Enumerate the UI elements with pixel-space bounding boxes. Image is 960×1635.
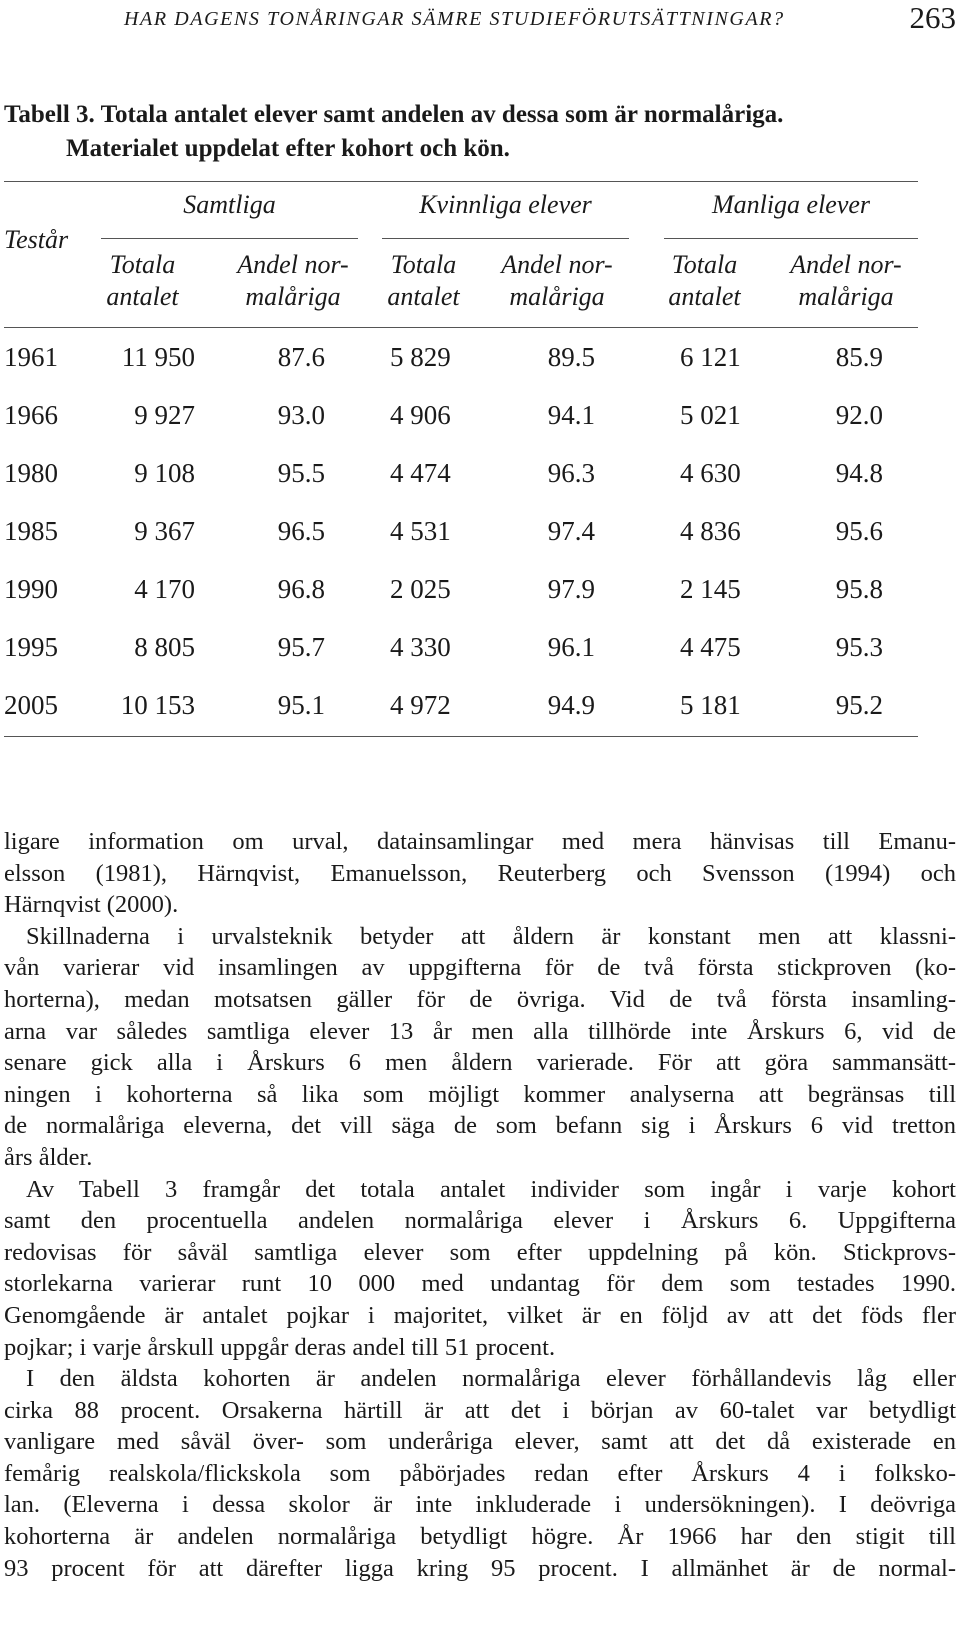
body-line: femårig realskola/flickskola som påbörjades redan efter Årskurs 4 i folksko- [4,1459,956,1487]
body-line: pojkar; i varje årskull uppgår deras andel till 51 procent. [4,1333,556,1361]
cell-samtliga-totala: 11 950 [121,342,195,372]
body-line: storlekarna varierar runt 10 000 med undantag för dem som testades 1990. [4,1270,956,1298]
sub-header-line: Totala [109,250,176,279]
cell-manliga-andel: 92.0 [835,400,883,430]
body-line: cirka 88 procent. Orsakerna härtill är att det i början av 60-talet var betydligt [4,1396,956,1424]
sub-header-line: Andel nor- [501,250,613,279]
body-line: ligare information om urval, datainsamlingar med mera hänvisas till Emanu- [4,828,956,855]
cell-year: 1985 [4,516,58,546]
group-header-manliga: Manliga elever [711,190,871,219]
cell-samtliga-totala: 10 153 [120,690,195,720]
group-rule-kvinnliga [382,238,629,239]
group-rule-manliga [664,238,918,239]
sub-header-line: antalet [106,282,179,311]
body-line: elsson (1981), Härnqvist, Emanuelsson, Reuterberg och Svensson (1994) och [4,859,956,887]
body-text [4,826,956,1584]
cell-manliga-totala: 2 145 [680,574,741,604]
cell-manliga-totala: 4 836 [680,516,741,546]
body-line: Genomgående är antalet pojkar i majoritet, vilket är en följd av att det föds fler [4,1301,956,1329]
cell-kvinnliga-totala: 4 906 [390,400,451,430]
sub-header-manliga-totala [657,249,752,313]
body-line: vån varierar vid insamlingen av uppgifterna för de två första stickproven (ko- [4,954,956,982]
group-header-samtliga: Samtliga [183,190,276,219]
cell-manliga-andel: 85.9 [835,342,883,372]
cell-kvinnliga-totala: 4 330 [390,632,451,662]
table-bottom-rule [4,736,918,737]
cell-kvinnliga-totala: 4 474 [390,458,451,488]
group-rule-samtliga [101,238,358,239]
sub-header-samtliga-totala [95,249,190,313]
sub-header-line: Totala [671,250,738,279]
caption-line-2: Materialet uppdelat efter kohort och kön. [66,135,510,162]
header-bottom-rule [4,327,918,328]
cell-year: 1990 [4,574,58,604]
running-head [0,0,960,40]
cell-manliga-totala: 5 021 [680,400,741,430]
sub-header-line: malåriga [798,282,894,311]
body-line: de normalåriga eleverna, det vill säga de som befann sig i Årskurs 6 vid tretton [4,1112,956,1140]
sub-header-kvinnliga-totala [376,249,471,313]
cell-samtliga-totala: 9 367 [134,516,195,546]
cell-samtliga-andel: 95.7 [277,632,325,662]
cell-manliga-andel: 95.2 [835,690,883,720]
body-line: års ålder. [4,1143,93,1171]
cell-manliga-andel: 95.6 [835,516,883,546]
sub-header-kvinnliga-andel [487,249,627,313]
body-line: horterna), medan motsatsen gäller för de övriga. Vid de två första insamling- [4,985,956,1013]
cell-samtliga-totala: 8 805 [134,632,195,662]
cell-year: 1980 [4,458,58,488]
cell-year: 1961 [4,342,58,372]
body-line: redovisas för såväl samtliga elever som efter uppdelning på kön. Stickprovs- [4,1238,956,1266]
body-line: vanligare med såväl över- som underåriga elever, samt att det då existerade en [4,1428,956,1456]
year-column-header: Testår [4,225,69,254]
cell-manliga-totala: 4 475 [680,632,741,662]
table-caption [4,98,944,166]
body-line: kohorterna är andelen normalåriga betydligt högre. År 1966 har den stigit till [4,1523,956,1551]
cell-year: 2005 [4,690,58,720]
body-line: 93 procent för att därefter ligga kring 95 procent. I allmänhet är de normal- [4,1554,956,1582]
cell-manliga-totala: 4 630 [680,458,741,488]
table-top-rule [4,181,918,182]
caption-line-1: Tabell 3. Totala antalet elever samt andelen av dessa som är normalåriga. [4,101,784,128]
cell-samtliga-andel: 95.5 [277,458,325,488]
sub-header-manliga-andel [776,249,916,313]
cell-kvinnliga-andel: 96.1 [547,632,595,662]
cell-manliga-totala: 6 121 [680,342,741,372]
body-line: lan. (Eleverna i dessa skolor är inte inkluderade i undersökningen). I deövriga [4,1491,956,1519]
cell-samtliga-totala: 4 170 [134,574,195,604]
sub-header-line: Andel nor- [237,250,349,279]
body-line: arna var således samtliga elever 13 år men alla tillhörde inte Årskurs 6, vid de [4,1017,956,1045]
cell-kvinnliga-totala: 2 025 [390,574,451,604]
cell-samtliga-andel: 93.0 [277,400,325,430]
cell-manliga-totala: 5 181 [680,690,741,720]
cell-samtliga-andel: 87.6 [277,342,325,372]
sub-header-line: malåriga [509,282,605,311]
sub-header-line: Andel nor- [790,250,902,279]
cell-samtliga-andel: 96.8 [277,574,325,604]
cell-manliga-andel: 95.8 [835,574,883,604]
page-number: 263 [909,0,956,35]
cell-year: 1966 [4,400,58,430]
body-line: samt den procentuella andelen normalåriga elever i Årskurs 6. Uppgifterna [4,1207,956,1235]
body-line: Av Tabell 3 framgår det totala antalet individer som ingår i varje kohort [26,1175,956,1203]
body-line: ningen i kohorterna så lika som möjligt kommer analyserna att begränsas till [4,1080,956,1108]
running-head-title: HAR DAGENS TONÅRINGAR SÄMRE STUDIEFÖRUTSÄTTNINGAR? [124,8,785,30]
cell-manliga-andel: 94.8 [835,458,883,488]
group-header-kvinnliga: Kvinnliga elever [419,190,592,219]
sub-header-line: malåriga [245,282,341,311]
cell-samtliga-andel: 96.5 [277,516,325,546]
cell-kvinnliga-totala: 4 531 [390,516,451,546]
cell-kvinnliga-totala: 5 829 [390,342,451,372]
cell-kvinnliga-andel: 97.4 [547,516,595,546]
body-line: I den äldsta kohorten är andelen normalåriga elever förhållandevis låg eller [26,1365,956,1393]
sub-header-line: antalet [668,282,741,311]
cell-samtliga-totala: 9 927 [134,400,195,430]
body-line: senare gick alla i Årskurs 6 men åldern varierade. För att göra sammansätt- [4,1049,956,1077]
body-line: Härnqvist (2000). [4,891,179,919]
cell-kvinnliga-andel: 94.9 [547,690,595,720]
cell-kvinnliga-totala: 4 972 [390,690,451,720]
cell-kvinnliga-andel: 97.9 [547,574,595,604]
cell-samtliga-totala: 9 108 [134,458,195,488]
cell-samtliga-andel: 95.1 [277,690,325,720]
cell-kvinnliga-andel: 89.5 [547,342,595,372]
cell-manliga-andel: 95.3 [835,632,883,662]
sub-header-line: antalet [387,282,460,311]
sub-header-line: Totala [390,250,457,279]
body-line: Skillnaderna i urvalsteknik betyder att åldern är konstant men att klassni- [26,922,956,950]
cell-kvinnliga-andel: 96.3 [547,458,595,488]
sub-header-samtliga-andel [223,249,363,313]
cell-year: 1995 [4,632,58,662]
cell-kvinnliga-andel: 94.1 [547,400,595,430]
